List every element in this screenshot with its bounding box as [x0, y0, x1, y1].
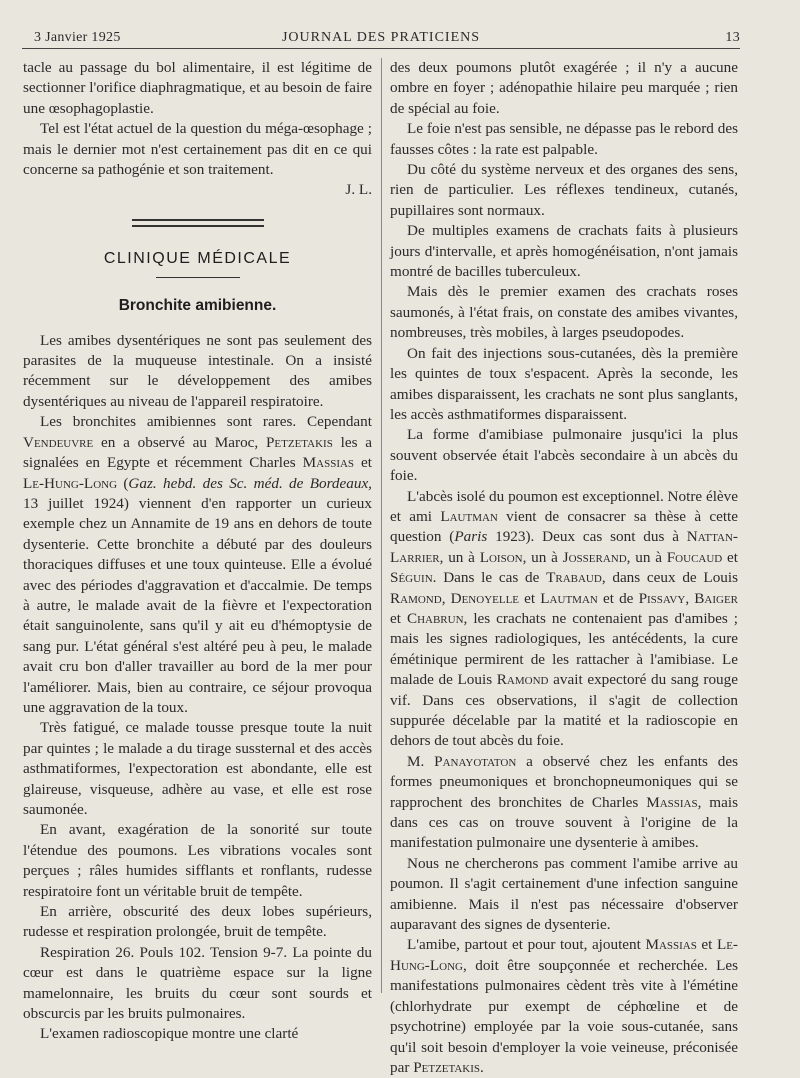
author-name: Petzetakis — [413, 1058, 481, 1076]
author-name: Lautman — [540, 589, 598, 607]
author-name: Séguin — [390, 569, 433, 587]
page-number: 13 — [725, 30, 740, 45]
paragraph: Le foie n'est pas sensible, ne dépasse pas le rebord des fausses côtes : la rate est palpable. — [390, 120, 738, 158]
paragraph: Mais dès le premier examen des crachats roses saumonés, à l'état frais, on constate des amibes vivantes, nombreuses, très mobiles, à larges pseudopodes. — [390, 283, 738, 342]
author-name: Pissavy — [638, 589, 686, 607]
paragraph: Tel est l'état actuel de la question du méga-œsophage ; mais le dernier mot n'est certainement pas dit en ce qui concerne sa pathogénie et son traitement. — [23, 120, 372, 179]
author-name: Massias — [646, 793, 698, 811]
paragraph: L'examen radioscopique montre une clarté — [40, 1025, 299, 1043]
paragraph: Respiration 26. Pouls 102. Tension 9-7. La pointe du cœur est dans le quatrième espace sur la ligne mamelonnaire, les bruits du cœur sont sourds et obscurcis par les bruits pulmonaires. — [23, 943, 372, 1023]
header-rule — [22, 48, 740, 49]
author-name: Lautman — [440, 507, 498, 525]
author-name: Josserand — [562, 548, 627, 566]
paragraph: Très fatigué, ce malade tousse presque toute la nuit par quintes ; le malade a du tirage sussternal et des accès asthmatiformes, l'expectoration est abondante, elle est glaireuse, visqueuse, adhère au vase, et elle est rose saumonée. — [23, 719, 372, 818]
page-header — [22, 28, 740, 50]
right-column — [390, 58, 738, 1078]
paragraph: Les amibes dysentériques ne sont pas seulement des parasites de la muqueuse intestinale. On a insisté récemment sur le développement des amibes dysentériques au niveau de l'appareil respiratoire. — [23, 331, 372, 410]
left-column — [23, 58, 372, 1045]
author-name: Ramond — [496, 671, 549, 689]
journal-reference: Gaz. hebd. des Sc. méd. de Bordeaux, — [128, 474, 372, 492]
author-name: Le-Hung-Long — [23, 474, 118, 492]
author-name: Denoyelle — [450, 589, 520, 607]
paragraph: Nous ne chercherons pas comment l'amibe arrive au poumon. Il s'agit certainement d'une infection sanguine amibienne. Mais il n'est pas nécessaire d'observer auparavant des signes de dysenterie. — [390, 854, 738, 934]
article-title: Bronchite amibienne. — [118, 297, 277, 315]
title-rule — [156, 277, 240, 278]
author-name: Le-Hung-Long — [390, 936, 738, 974]
column-divider — [381, 58, 382, 993]
paragraph: M. Panayotaton a observé chez les enfants des formes pneumoniques et bronchopneumoniques qui se rapprochent des bronchites de Charles Massias, mais dans ces cas on trouve souvent à l'origine de la manifestation pulmonaire une dysenterie à amibes. — [390, 752, 738, 852]
author-name: Massias — [645, 936, 697, 954]
author-name: Chabrun — [406, 609, 464, 627]
section-title: CLINIQUE MÉDICALE — [103, 249, 292, 267]
thesis-reference: Paris — [454, 528, 488, 546]
paragraph: Du côté du système nerveux et des organes des sens, rien de particulier. Les réflexes tendineux, cutanés, pupillaires sont normaux. — [390, 161, 738, 219]
author-signature: J. L. — [345, 181, 372, 199]
author-name: Vendeuvre — [23, 433, 94, 451]
author-name: Trabaud — [546, 569, 602, 587]
author-name: Petzetakis — [265, 433, 333, 451]
author-name: Panayotaton — [434, 752, 517, 770]
paragraph: On fait des injections sous-cutanées, dès la première les quintes de toux s'espacent. Après la seconde, les amibes disparaissent, les crachats ne sont plus sanglants, les accès asthmatiformes disparaissent. — [390, 344, 738, 423]
author-name: Massias — [302, 454, 355, 472]
paragraph: tacle au passage du bol alimentaire, il est légitime de sectionner l'orifice diaphragmatique, et au besoin de faire une œsophagoplastie. — [23, 59, 372, 117]
paragraph: L'amibe, partout et pour tout, ajoutent Massias et Le-Hung-Long, doit être soupçonnée et recherchée. Les manifestations pulmonaires cèdent très vite à l'émétine (chlorhydrate pur exempt de céphœline et de psychotrine) employée par la voie sous-cutanée, sans qu'il soit besoin d'employer la voie veineuse, préconisée par Petzetakis. — [390, 936, 738, 1076]
paragraph: La forme d'amibiase pulmonaire jusqu'ici la plus souvent observée était l'abcès secondaire à un abcès du foie. — [390, 426, 738, 485]
paragraph: En arrière, obscurité des deux lobes supérieurs, rudesse et respiration prolongée, bruit de tempête. — [23, 903, 372, 941]
author-name: Ramond — [390, 589, 442, 607]
journal-title: JOURNAL DES PRATICIENS — [281, 30, 481, 45]
paragraph: L'abcès isolé du poumon est exceptionnel. Notre élève et ami Lautman vient de consacrer sa thèse à cette question (Paris 1923). Deux cas sont dus à Nattan-Larrier, un à Loison, un à Josserand, un à Foucaud et Séguin. Dans le cas de Trabaud, dans ceux de Louis Ramond, Denoyelle et Lautman et de Pissavy, Baiger et Chabrun, les crachats ne contenaient pas d'amibes ; mais les signes radiologiques, les antécédents, la cure émétinique permirent de les rattacher à l'amibiase. Le malade de Louis Ramond avait expectoré du sang rouge vif. Dans ces observations, il s'agit de collection suppurée décelable par la matité et la radioscopie en dehors de tout abcès du foie. — [390, 487, 739, 750]
paragraph: De multiples examens de crachats faits à plusieurs jours d'intervalle, et après homogénéisation, n'ont jamais montré de bacilles tuberculeux. — [390, 222, 738, 281]
paragraph: des deux poumons plutôt exagérée ; il n'y a aucune ombre en foyer ; adénopathie hilaire peu marquée ; rien de spécial au foie. — [390, 59, 738, 117]
paragraph: En avant, exagération de la sonorité sur toute l'étendue des poumons. Les vibrations vocales sont perçues ; râles humides sifflants et ronflants, rudesse respiratoire font un véritable bruit de tempête. — [23, 821, 372, 900]
author-name: Loison — [479, 548, 523, 566]
author-name: Nattan-Larrier — [390, 528, 738, 566]
section-separator — [132, 219, 264, 227]
paragraph: Les bronchites amibiennes sont rares. Cependant Vendeuvre en a observé au Maroc, Petzetakis les a signalées en Egypte et récemment Charles Massias et Le-Hung-Long (Gaz. hebd. des Sc. méd. de Bordeaux, 13 juillet 1924) viennent d'en rapporter un curieux exemple chez un Annamite de 19 ans en dehors de toute dysenterie. Cette bronchite a débuté par des douleurs thoraciques diffuses et une toux quinteuse. Elle a évolué avec des périodes d'aggravation et d'accalmie. De temps à autre, le malade avait de la fièvre et l'expectoration était sanguinolente, sans qu'il y ait eu d'hémoptysie de sang pur. L'état général s'est altéré peu à peu, le malade avait cru bon d'aller travailler au bord de la mer pour l'améliorer. Mais, bien au contraire, ce séjour provoqua une aggravation de la toux. — [23, 413, 372, 716]
author-name: Baiger — [694, 589, 739, 607]
issue-date: 3 Janvier 1925 — [34, 30, 121, 45]
author-name: Foucaud — [666, 548, 723, 566]
